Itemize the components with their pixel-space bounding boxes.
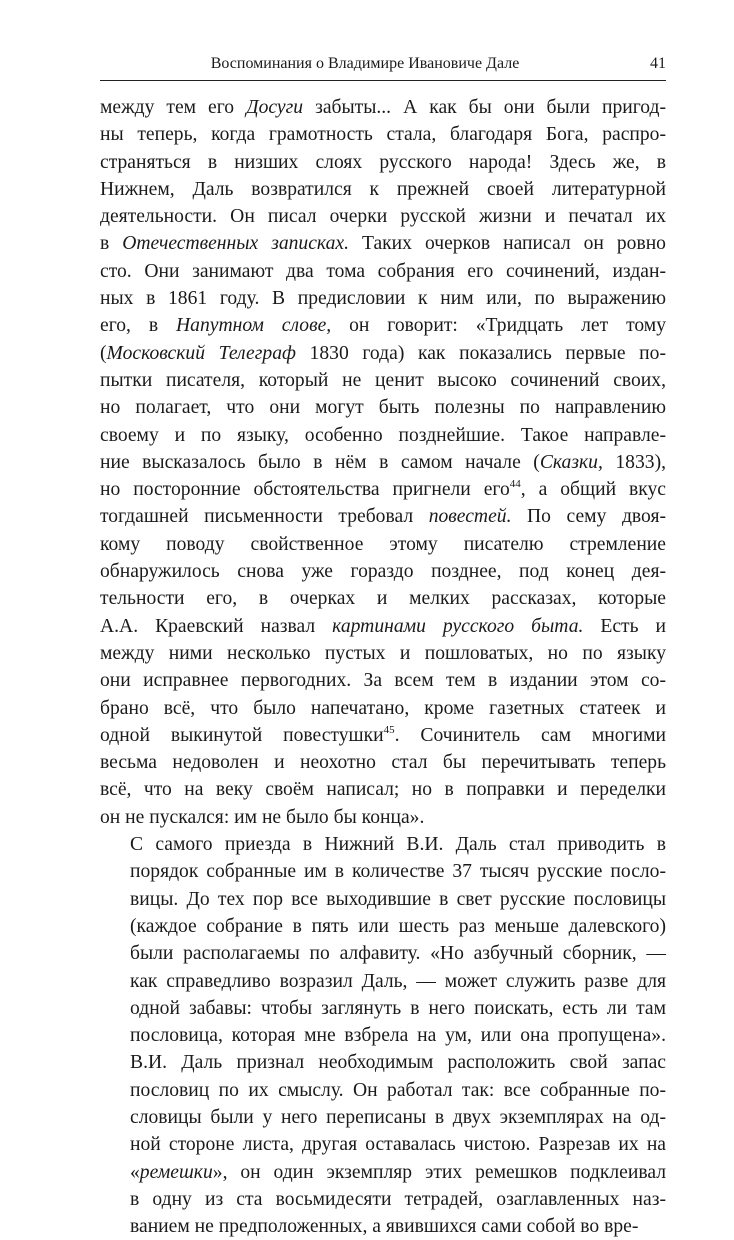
text-run: были располагаемы по алфавиту. «Но азбучный сборник, —: [130, 943, 666, 965]
italic-run: Напутном слове,: [176, 315, 332, 337]
italic-run: Отечественных записках.: [122, 233, 349, 255]
text-line: [100, 1186, 666, 1213]
text-run: словицы были у него переписаны в двух экземплярах на од-: [130, 1106, 666, 1128]
text-line: [100, 203, 666, 230]
text-run: между ними несколько пустых и пошловатых, но по языку: [100, 642, 666, 664]
text-run: одной забавы: чтобы заглянуть в него поискать, есть ли там: [130, 997, 666, 1019]
text-run: 1830 года) как показались первые по-: [295, 342, 666, 364]
text-run: (каждое собрание в пять или шесть раз меньше далевского): [130, 915, 666, 937]
text-line: [100, 804, 666, 831]
text-line: [100, 1022, 666, 1049]
text-run: Таких очерков написал он ровно: [349, 233, 666, 255]
text-line: [100, 968, 666, 995]
text-line: [100, 449, 666, 476]
text-run: «: [130, 1161, 140, 1183]
text-run: 1833),: [602, 451, 666, 473]
text-run: . Сочинитель сам многими: [394, 724, 666, 746]
text-run: его, в: [100, 315, 177, 337]
text-line: [100, 1213, 666, 1240]
text-run: они исправнее первогодних. За всем тем в издании этом со-: [100, 670, 666, 692]
text-run: », он один экземпляр этих ремешков подклеивал: [212, 1161, 666, 1183]
text-line: [100, 121, 666, 148]
text-line: [100, 1077, 666, 1104]
italic-run: Досуги: [246, 97, 304, 118]
text-line: [100, 695, 666, 722]
text-run: он не пускался: им не было бы конца».: [100, 806, 425, 828]
text-line: [100, 722, 666, 749]
text-run: ных в 1861 году. В предисловии к ним или, по выражению: [100, 288, 666, 310]
text-run: А.А. Краевский назвал: [100, 615, 333, 637]
text-line: [100, 913, 666, 940]
text-run: обнаружилось снова уже гораздо позднее, под конец дея-: [100, 561, 666, 583]
text-run: ны теперь, когда грамотность стала, благодаря Бога, распро-: [100, 124, 666, 146]
text-line: [100, 258, 666, 285]
text-line: [100, 531, 666, 558]
text-run: сто. Они занимают два тома собрания его сочинений, издан-: [100, 260, 666, 282]
text-line: [100, 476, 666, 503]
text-run: пословиц по их смыслу. Он работал так: все собранные по-: [130, 1079, 666, 1101]
text-run: Есть и: [583, 615, 667, 637]
text-line: [100, 149, 666, 176]
text-line: [100, 94, 666, 121]
italic-run: Московский Телеграф: [106, 342, 296, 364]
text-line: [100, 422, 666, 449]
text-line: [100, 858, 666, 885]
text-run: тельности его, в очерках и мелких рассказах, которые: [100, 588, 666, 610]
text-line: [100, 558, 666, 585]
page-number: 41: [650, 55, 666, 72]
text-run: Нижнем, Даль возвратился к прежней своей литературной: [100, 178, 666, 200]
text-line: [100, 667, 666, 694]
text-line: [100, 1131, 666, 1158]
text-run: страняться в низших слоях русского народа! Здесь же, в: [100, 151, 666, 173]
text-line: [100, 613, 666, 640]
text-run: но полагает, что они могут быть полезны по направлению: [100, 397, 666, 419]
text-line: [100, 831, 666, 858]
text-run: между тем его: [100, 97, 247, 118]
text-line: [100, 312, 666, 339]
text-run: в одну из ста восьмидесяти тетрадей, озаглавленных наз-: [130, 1188, 666, 1210]
running-head: [100, 52, 666, 81]
text-run: как справедливо возразил Даль, — может служить разве для: [130, 970, 666, 992]
text-line: [100, 749, 666, 776]
text-run: деятельности. Он писал очерки русской жизни и печатал их: [100, 206, 666, 228]
text-line: [100, 176, 666, 203]
text-run: тогдашней письменности требовал: [100, 506, 429, 528]
text-line: [100, 776, 666, 803]
text-line: [100, 1049, 666, 1076]
text-run: , а общий вкус: [520, 479, 666, 501]
text-run: пословица, которая мне взбрела на ум, или она пропущена».: [130, 1025, 666, 1047]
text-run: С самого приезда в Нижний В.И. Даль стал приводить в: [130, 834, 666, 856]
text-run: брано всё, что было напечатано, кроме газетных статеек и: [100, 697, 666, 719]
text-line: [100, 585, 666, 612]
text-line: [100, 1159, 666, 1186]
text-line: [100, 367, 666, 394]
text-run: (: [100, 342, 107, 364]
paragraph: [100, 94, 666, 831]
text-line: [100, 995, 666, 1022]
italic-run: ремешки: [139, 1161, 213, 1183]
text-run: одной выкинутой повестушки: [100, 724, 384, 746]
text-run: кому поводу свойственное этому писателю стремление: [100, 533, 666, 555]
text-line: [100, 230, 666, 257]
italic-run: повестей.: [428, 506, 512, 528]
text-line: [100, 340, 666, 367]
text-line: [100, 1104, 666, 1131]
text-run: ванием не предположенных, а явившихся сами собой во вре-: [130, 1216, 639, 1238]
text-run: ной стороне листа, другая оставалась чистою. Разрезав их на: [130, 1134, 666, 1156]
text-run: весьма недоволен и неохотно стал бы перечитывать теперь: [100, 752, 666, 774]
text-run: ние высказалось было в нём в самом начале (: [100, 451, 540, 473]
text-line: [100, 640, 666, 667]
italic-run: картинами русского быта.: [332, 615, 584, 637]
footnote-ref: 44: [509, 478, 521, 491]
text-line: [100, 285, 666, 312]
text-line: [100, 940, 666, 967]
italic-run: Сказки,: [539, 451, 603, 473]
text-run: но посторонние обстоятельства пригнели его: [100, 479, 510, 501]
text-run: всё, что на веку своём написал; но в поправки и переделки: [100, 779, 666, 801]
text-line: [100, 503, 666, 530]
text-run: своему и по языку, особенно позднейшие. Такое направле-: [100, 424, 666, 446]
footnote-ref: 45: [383, 723, 395, 736]
text-run: По сему двоя-: [511, 506, 666, 528]
text-run: вицы. До тех пор все выходившие в свет русские пословицы: [130, 888, 666, 910]
body-text: [100, 94, 666, 1240]
text-run: он говорит: «Тридцать лет тому: [331, 315, 666, 337]
text-run: забыты... А как бы они были пригод-: [303, 97, 667, 118]
text-run: пытки писателя, который не ценит высоко сочинений своих,: [100, 369, 666, 391]
text-run: В.И. Даль признал необходимым расположить свой запас: [130, 1052, 666, 1074]
running-title: Воспоминания о Владимире Ивановиче Дале: [210, 55, 520, 72]
text-line: [100, 886, 666, 913]
text-run: в: [100, 233, 123, 255]
text-line: [100, 394, 666, 421]
text-run: порядок собранные им в количестве 37 тысяч русские посло-: [130, 861, 666, 883]
paragraph: [100, 831, 666, 1240]
